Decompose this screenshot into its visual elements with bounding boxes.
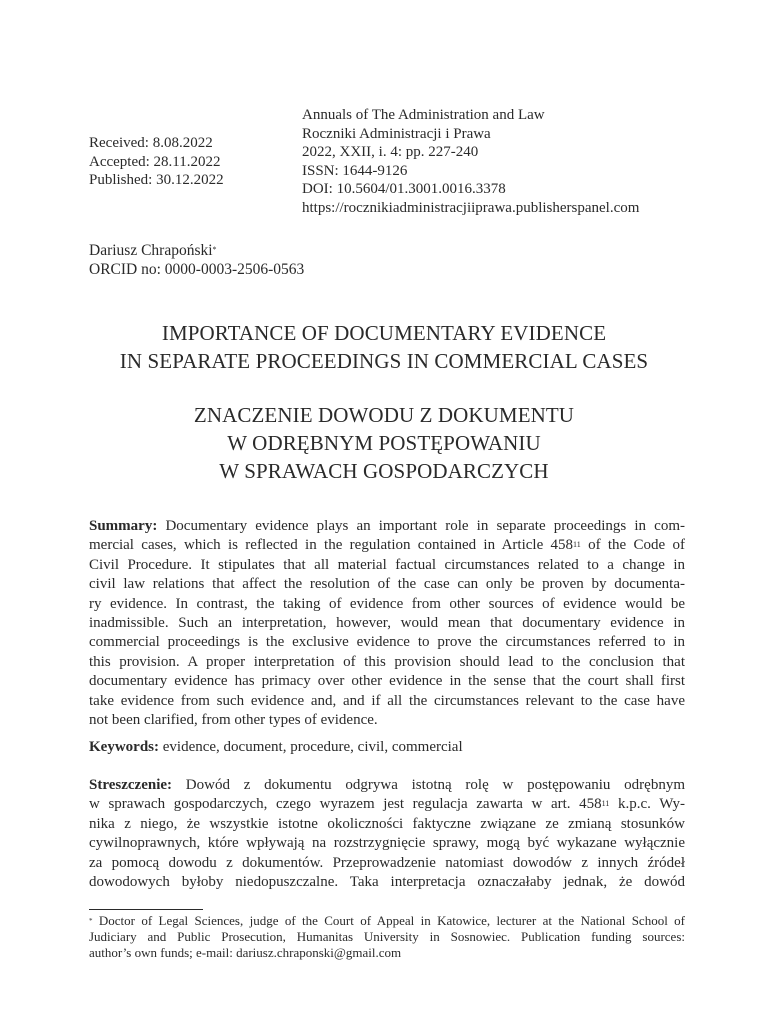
summary-line: Summary: Documentary evidence plays an important role in separate proceedings in com- [89, 518, 685, 534]
footnote-line: Judiciary and Public Prosecution, Humanitas University in Sosnowiec. Publication funding sources: [89, 929, 685, 945]
streszczenie-label: Streszczenie: [89, 777, 173, 793]
title-en-line: IMPORTANCE OF DOCUMENTARY EVIDENCE [161, 321, 607, 345]
article-title-pl [60, 401, 708, 485]
article-number-superscript: 11 [601, 799, 610, 809]
keywords-text: evidence, document, procedure, civil, commercial [162, 739, 463, 755]
article-title-en [60, 319, 708, 375]
journal-issue: 2022, XXII, i. 4: pp. 227-240 [302, 144, 479, 160]
summary-paragraph [89, 517, 685, 730]
accepted-date: Accepted: 28.11.2022 [89, 153, 221, 170]
title-en-line: IN SEPARATE PROCEEDINGS IN COMMERCIAL CASES [119, 349, 649, 373]
streszczenie-line: w sprawach gospodarczych, czego wyrazem jest regulacja zawarta w art. $458^{11}$ k.p.c. Wy- [89, 796, 685, 813]
streszczenie-line: cywilnoprawnych, które wpływają na rozstrzygnięcie sprawy, mogą być wykazane wyłącznie [89, 835, 685, 852]
summary-line: take evidence from such evidence and, and if all the circumstances relevant to the case have [89, 692, 685, 709]
footnote-line: * Doctor of Legal Sciences, judge of the Court of Appeal in Katowice, lecturer at the National School of [89, 913, 685, 928]
footnote-line: author’s own funds; e-mail: dariusz.chraponski@gmail.com [89, 945, 402, 961]
keywords-line [89, 738, 685, 757]
author-name: Dariusz Chrapoński [89, 242, 213, 259]
author-footnote [89, 913, 685, 962]
author-footnote-mark: * [212, 245, 217, 254]
title-pl-line: W ODRĘBNYM POSTĘPOWANIU [227, 431, 541, 455]
summary-line: inadmissible. Such an interpretation, however, would mean that documentary evidence in [89, 615, 685, 632]
journal-issn: ISSN: 1644-9126 [302, 162, 408, 179]
journal-info [302, 106, 639, 217]
author-block [89, 241, 304, 279]
summary-line: this provision. A proper interpretation of this provision should lead to the conclusion that [89, 653, 685, 670]
summary-line: civil law relations that affect the resolution of the case can only be proven by documenta- [89, 576, 685, 593]
keywords-paragraph [89, 738, 685, 757]
summary-line: ry evidence. In contrast, the taking of evidence from other sources of evidence would be [89, 595, 685, 612]
streszczenie-line: nika z niego, że wszystkie istotne okoliczności faktyczne związane ze zmianą stosunków [89, 815, 685, 832]
summary-line: documentary evidence has primacy over other evidence in the sense that the court shall first [89, 673, 685, 690]
footnote-mark: * [89, 917, 93, 925]
summary-line: mercial cases, which is reflected in the regulation contained in Article $458^{11}$ of the Code of [89, 537, 685, 554]
article-number-superscript: 11 [573, 540, 581, 550]
journal-name-en: Annuals of The Administration and Law [302, 107, 545, 123]
author-line [89, 241, 304, 260]
author-orcid: ORCID no: 0000-0003-2506-0563 [89, 261, 305, 278]
title-pl-line: W SPRAWACH GOSPODARCZYCH [219, 459, 549, 483]
summary-line: not been clarified, from other types of evidence. [89, 712, 378, 729]
received-date: Received: 8.08.2022 [89, 135, 213, 151]
journal-url[interactable]: https://rocznikiadministracjiiprawa.publisherspanel.com [302, 199, 640, 216]
streszczenie-line: dowodowych byłoby niedopuszczalne. Taka interpretacja oznaczałaby jednak, że dowód [89, 874, 685, 891]
title-pl-line: ZNACZENIE DOWODU Z DOKUMENTU [193, 403, 575, 427]
keywords-label: Keywords: [89, 739, 159, 755]
published-date: Published: 30.12.2022 [89, 172, 224, 188]
journal-name-pl: Roczniki Administracji i Prawa [302, 125, 491, 142]
summary-line: Civil Procedure. It stipulates that all material factual circumstances related to a change in [89, 556, 685, 573]
streszczenie-line: Streszczenie: Dowód z dokumentu odgrywa istotną rolę w postępowaniu odrębnym [89, 777, 685, 793]
streszczenie-line: za pomocą dowodu z dokumentów. Przeprowadzenie natomiast dowodów z innych źródeł [89, 854, 685, 871]
summary-label: Summary: [89, 518, 158, 534]
publication-history [89, 134, 224, 190]
journal-doi: DOI: 10.5604/01.3001.0016.3378 [302, 181, 506, 197]
streszczenie-paragraph [89, 776, 685, 892]
footnote-divider [89, 909, 203, 910]
summary-line: commercial proceedings is the exclusive evidence to prove the circumstances referred to in [89, 634, 685, 651]
